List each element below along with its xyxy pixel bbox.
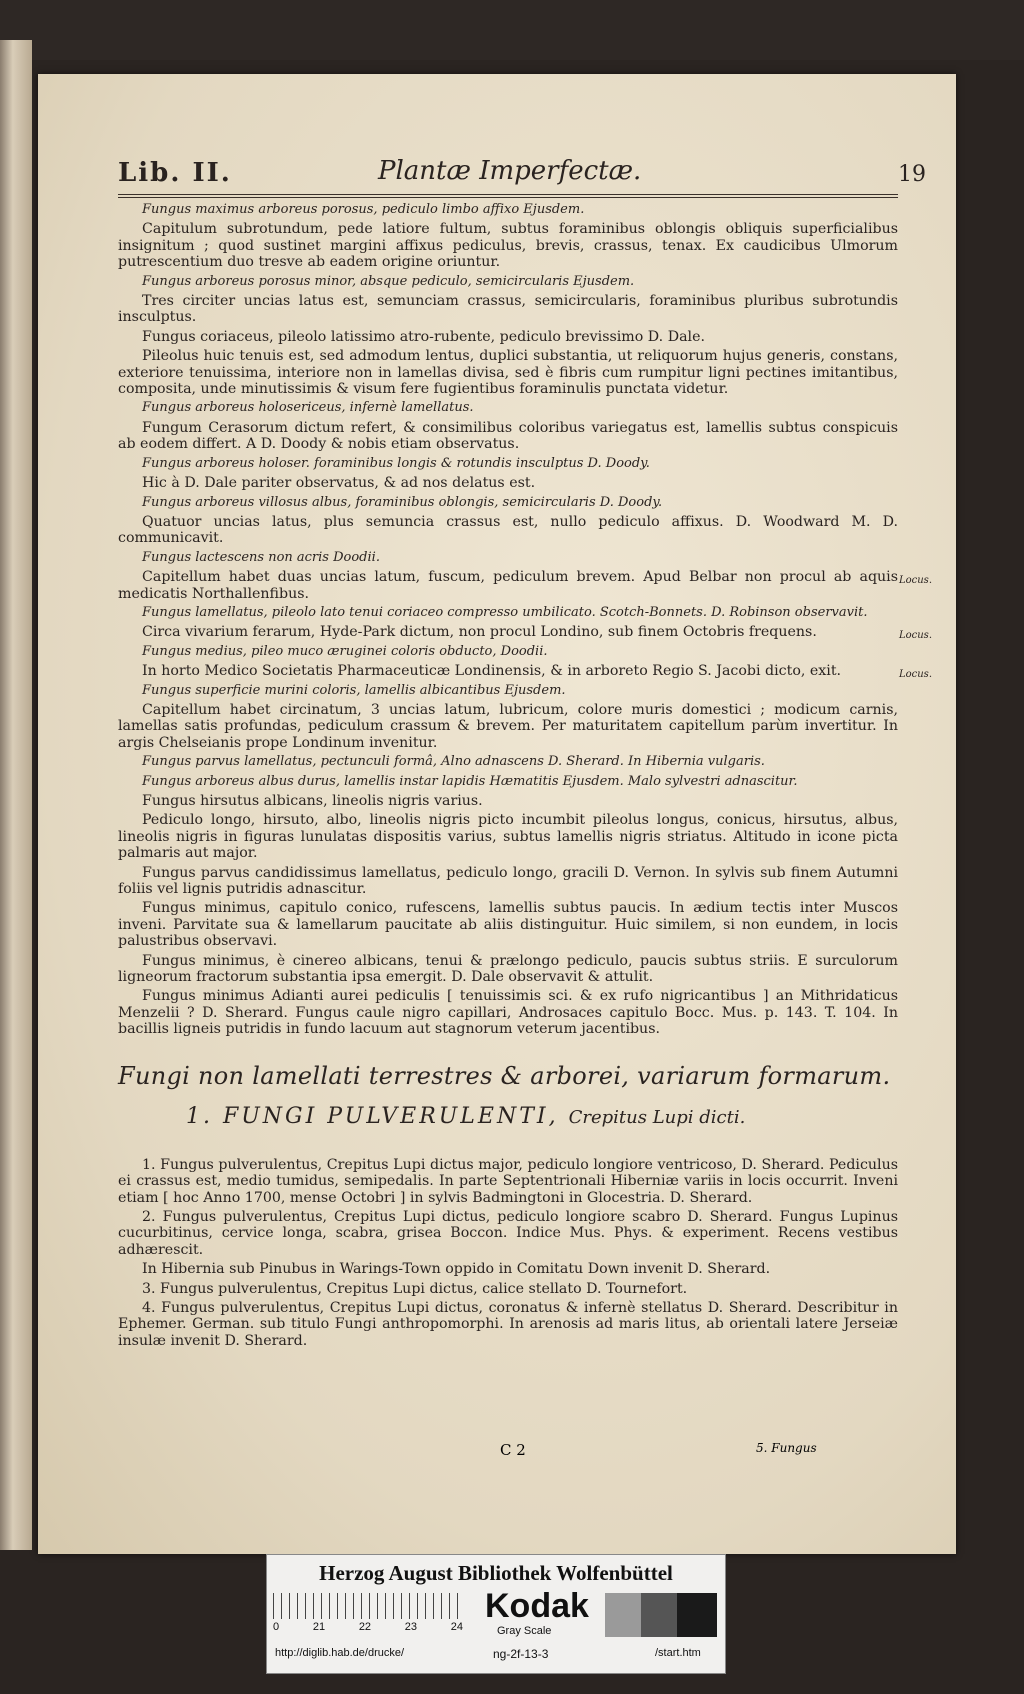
start-link-text: /start.htm — [655, 1647, 701, 1659]
entry-title: Fungus medius, pileo muco æruginei coloris obducto, Doodii. — [142, 643, 548, 659]
scale-ruler — [273, 1593, 463, 1619]
paragraph: Fungus minimus, capitulo conico, rufescens, lamellis subtus paucis. In ædium tectis inter Muscos inveni. Parvitate sua & lamellarum paucitate ab aliis distinguitur. Huic similem, si non eundem, in locis palustribus observavi. — [118, 900, 898, 950]
running-header — [118, 154, 926, 195]
gray-swatch-light — [605, 1593, 641, 1637]
catchword: 5. Fungus — [756, 1441, 817, 1455]
scan-background — [0, 0, 1024, 60]
book-label: Lib. II. — [118, 158, 232, 188]
paragraph: 3. Fungus pulverulentus, Crepitus Lupi dictus, calice stellato D. Tournefort. — [142, 1280, 688, 1297]
gray-scale-label: Gray Scale — [497, 1625, 552, 1637]
paragraph: Hic à D. Dale pariter observatus, & ad nos delatus est. — [142, 475, 536, 492]
ruler-number: 0 — [273, 1621, 280, 1633]
text-block-2 — [118, 1157, 898, 1349]
paragraph: Circa vivarium ferarum, Hyde-Park dictum, non procul Londino, sub finem Octobris frequens. Locus. — [118, 624, 898, 640]
entry-title: Fungus arboreus holosericeus, infernè lamellatus. — [142, 400, 474, 416]
color-target-card — [266, 1554, 726, 1674]
paragraph: Fungus minimus, è cinereo albicans, tenui & prælongo pediculo, paucis subtus striis. E surculorum ligneorum fractorum substantia ipsa emergit. D. Dale observavit & attulit. — [118, 952, 898, 986]
paragraph: Fungum Cerasorum dictum refert, & consimilibus coloribus variegatus est, lamellis subtus conspicuis ab eodem differt. A D. Doody & nobis etiam observatus. — [118, 419, 898, 453]
book-page — [38, 74, 956, 1554]
ruler-number: 23 — [404, 1621, 418, 1633]
header-title: Plantæ Imperfectæ. — [378, 156, 642, 186]
ruler-number: 22 — [358, 1621, 372, 1633]
ruler-numbers — [273, 1621, 463, 1633]
book-spine — [0, 40, 32, 1550]
paragraph: Capitellum habet circinatum, 3 uncias latum, lubricum, colore muris domestici ; modicum carnis, lamellas satis profundas, pediculum crassum & brevem. Per maturitatem capitellum parùm invertitur. In argis Chelseianis prope Londinum invenitur. — [118, 701, 898, 751]
paragraph: Fungus minimus Adianti aurei pediculis [ tenuissimis sci. & ex rufo nigricantibus ] an Mithridaticus Menzelii ? D. Sherard. Fungus caule nigro capillari, Androsaces capitulo Bocc. Mus. p. 143. T. 104. In bacillis ligneis putridis in fundo lacuum aut stagnorum veterum jacentibus. — [118, 988, 898, 1038]
sub-heading-main: 1. FUNGI PULVERULENTI, — [186, 1103, 559, 1129]
page-content — [118, 154, 932, 1352]
gray-swatch-mid — [641, 1593, 677, 1637]
gray-swatch-dark — [677, 1593, 717, 1637]
entry-title: Fungus superficie murini coloris, lamellis albicantibus Ejusdem. — [142, 682, 566, 698]
margin-note: Locus. — [898, 669, 932, 681]
section-heading: Fungi non lamellati terrestres & arborei, variarum formarum. — [118, 1061, 891, 1090]
library-url: http://diglib.hab.de/drucke/ — [275, 1647, 405, 1659]
paragraph: In horto Medico Societatis Pharmaceuticæ Londinensis, & in arboreto Regio S. Jacobi dicto, exit. Locus. — [118, 663, 898, 679]
paragraph: Fungus coriaceus, pileolo latissimo atro-rubente, pediculo brevissimo D. Dale. — [142, 328, 705, 345]
paragraph: Pileolus huic tenuis est, sed admodum lentus, duplici substantia, ut reliquorum hujus generis, constans, exteriore tenuissima, interiore non in lamellas divisa, sed è fibris cum rumpitur ligni pectines imitantibus, composita, unde minutissimis & visum fere fugientibus foraminulis punctata videtur. — [118, 348, 898, 398]
text-block-1 — [118, 202, 932, 1038]
paragraph: 4. Fungus pulverulentus, Crepitus Lupi dictus, coronatus & infernè stellatus D. Sherard. Describitur in Ephemer. German. sub titulo Fungi anthropomorphi. In arenosis ad maris litus, ab orientali latere Jerseiæ insulæ invenit D. Sherard. — [118, 1299, 898, 1349]
kodak-logo: Kodak — [485, 1587, 589, 1625]
sub-heading — [186, 1104, 898, 1129]
entry-title: Fungus arboreus albus durus, lamellis instar lapidis Hæmatitis Ejusdem. Malo sylvestri adnascitur. — [142, 773, 798, 789]
paragraph: Fungus hirsutus albicans, lineolis nigris varius. — [142, 793, 483, 809]
header-rule — [118, 195, 898, 198]
entry-title: Fungus parvus lamellatus, pectunculi formâ, Alno adnascens D. Sherard. In Hibernia vulgaris. — [142, 754, 765, 770]
entry-title: Fungus lactescens non acris Doodii. — [142, 549, 380, 565]
paragraph: Capitellum habet duas uncias latum, fuscum, pediculum brevem. Apud Belbar non procul ab aquis medicatis Northallenfibus. Locus. — [118, 569, 932, 602]
signature-mark: C 2 — [500, 1441, 526, 1459]
margin-note: Locus. — [898, 575, 932, 587]
paragraph: Quatuor uncias latus, plus semuncia crassus est, nullo pediculo affixus. D. Woodward M. D. communicavit. — [118, 513, 898, 547]
paragraph: Tres circiter uncias latus est, semunciam crassus, semicircularis, foraminibus pluribus subrotundis insculptus. — [118, 293, 898, 326]
paragraph: Pediculo longo, hirsuto, albo, lineolis nigris picto incumbit pileolus longus, conicus, hirsutus, albus, lineolis nigris in figuras lunulatas dispositis varius, subtus lamellis nigris striatus. Altitudo in icone picta palmaris aut major. — [118, 812, 898, 862]
paragraph: Capitulum subrotundum, pede latiore fultum, subtus foraminibus oblongis obliquis superficialibus insignitum ; quod sustinet margini affixus pediculus, brevis, crassus, tenax. Ex caudicibus Ulmorum putrescentium duo tresve ab eadem origine oriuntur. — [118, 221, 898, 271]
entry-title: Fungus maximus arboreus porosus, pediculo limbo affixo Ejusdem. — [142, 202, 585, 217]
paragraph: 2. Fungus pulverulentus, Crepitus Lupi dictus, pediculo longiore scabro D. Sherard. Fungus Lupinus cucurbitinus, cervice longa, scabra, grisea Boccon. Indice Mus. Phys. & experiment. Recens vestibus adhærescit. — [118, 1208, 898, 1258]
ruler-number: 24 — [450, 1621, 463, 1633]
paragraph: In Hibernia sub Pinubus in Warings-Town oppido in Comitatu Down invenit D. Sherard. — [142, 1261, 771, 1278]
sub-heading-small: Crepitus Lupi dicti. — [568, 1106, 746, 1128]
paragraph: Fungus parvus candidissimus lamellatus, pediculo longo, gracili D. Vernon. In sylvis sub finem Autumni foliis vel lignis putridis adnascitur. — [118, 864, 898, 898]
page-number: 19 — [898, 162, 926, 187]
entry-title: Fungus arboreus porosus minor, absque pediculo, semicircularis Ejusdem. — [142, 273, 635, 289]
margin-note: Locus. — [898, 630, 932, 642]
shelfmark: ng-2f-13-3 — [493, 1647, 549, 1661]
entry-title: Fungus arboreus holoser. foraminibus longis & rotundis insculptus D. Doody. — [142, 455, 650, 471]
ruler-number: 21 — [312, 1621, 326, 1633]
entry-title: Fungus lamellatus, pileolo lato tenui coriaceo compresso umbilicato. Scotch-Bonnets. D. Robinson observavit. — [142, 604, 868, 620]
library-name: Herzog August Bibliothek Wolfenbüttel — [319, 1561, 673, 1585]
paragraph: 1. Fungus pulverulentus, Crepitus Lupi dictus major, pediculo longiore ventricoso, D. Sherard. Pediculus ei crassus est, medio tumidus, semipedalis. In parte Septentrionali Hiberniæ variis in locis occurrit. Inveni etiam [ hoc Anno 1700, mense Octobri ] in sylvis Badmingtoni in Glocestria. D. Sherard. — [118, 1156, 898, 1206]
entry-title: Fungus arboreus villosus albus, foraminibus oblongis, semicircularis D. Doody. — [142, 494, 663, 510]
